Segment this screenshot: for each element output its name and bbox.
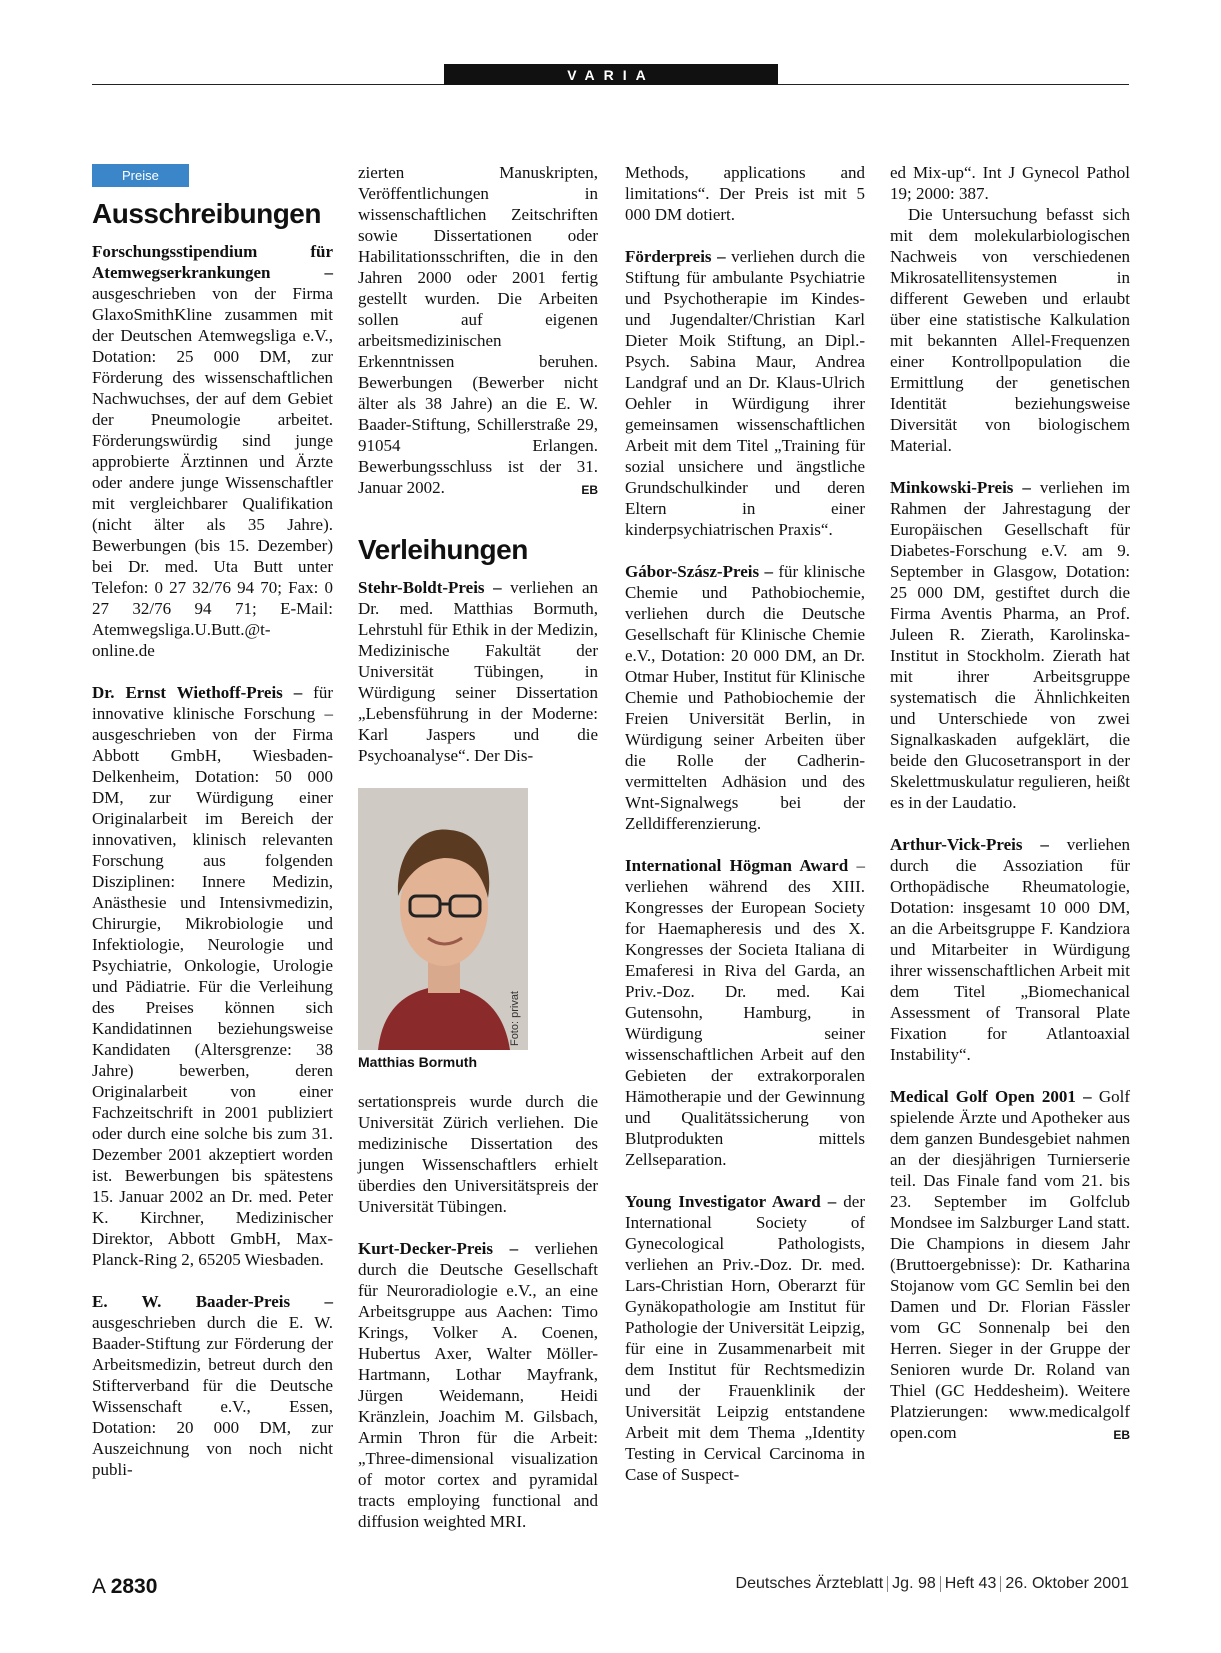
entry-text: zierten Manuskripten, Veröffentlichungen in wissenschaftlichen Zeitschriften sowie Dissertationen oder Habilitationsschriften, die in den Jahren 2000 oder 2001 fertig gestellt wurden. Die Arbeiten sollen auf eigenen arbeitsmedizinischen Erkenntnissen beruhen. Bewerbungen (Bewerber nicht älter als 38 Jahre) an die E. W. Baader-Stiftung, Schillerstraße 29, 91054 Erlangen. Bewerbungsschluss ist der 31. Januar 2002.: [358, 163, 598, 497]
page-number-value: 2830: [110, 1575, 158, 1598]
article-entry: [890, 834, 1130, 1065]
section-header: VARIA: [444, 64, 778, 85]
article-entry: [890, 1086, 1130, 1443]
section-heading-ausschreibungen: Ausschreibungen: [92, 198, 321, 229]
entry-text: – verliehen während des XIII. Kongresses der European Society for Haemapheresis und des X. Kongresses der Societa Italiana di Emaferesi in Riva del Garda, an Priv.-Doz. Dr. med. Kai Gutensohn, Hamburg, in Würdigung seiner wissenschaftlichen Arbeit auf den Gebieten der extrakorporalen Hämotherapie und der Gewinnung und Qualitätssicherung von Blutprodukten mittels Zellseparation.: [625, 856, 865, 1169]
entry-title: International Högman Award: [625, 856, 849, 875]
entry-text: für innovative klinische Forschung – ausgeschrieben von der Firma Abbott GmbH, Wiesbaden-Delkenheim, Dotation: 50 000 DM, zur Würdigung einer Originalarbeit im Bereich der innovativen, klinisch relevanten Forschung aus folgenden Disziplinen: Innere Medizin, Anästhesie und Intensivmedizin, Chirurgie, Mikrobiologie und Infektiologie, Neurologie und Psychiatrie, Onkologie, Urologie und Pädiatrie. Für die Verleihung des Preises können sich Kandidatinnen beziehungsweise Kandidaten (Altersgrenze: 38 Jahre) bewerben, deren Originalarbeit von einer Fachzeitschrift in 2001 publiziert oder durch eine solche bis zum 31. Dezember 2001 akzeptiert worden ist. Bewerbungen bis spätestens 15. Januar 2002 an Dr. med. Peter K. Kirchner, Medizinischer Direktor, Abbott GmbH, Max-Planck-Ring 2, 65205 Wiesbaden.: [92, 683, 334, 1269]
column-1: [92, 164, 333, 1501]
entry-text: verliehen durch die Stiftung für ambulante Psychiatrie und Psychotherapie im Kindes- und Jugendalter/Christian Karl Dieter Moik Stiftung, an Dipl.-Psych. Sabina Maur, Andrea Landgraf und an Dr. Klaus-Ulrich Oehler in Würdigung ihrer gemeinsamen wissenschaftlichen Arbeit mit dem Titel „Training für sozial unsichere und ängstliche Grundschulkinder und deren Eltern in einer kinderpsychiatrischen Praxis“.: [625, 247, 865, 539]
article-entry: [358, 577, 598, 766]
entry-text: Golf spielende Ärzte und Apotheker aus dem ganzen Bundesgebiet nahmen an der diesjährigen Turnierserie teil. Das Finale fand vom 21. bis 23. September im Golfclub Mondsee im Salzburger Land statt. Die Champions in diesem Jahr (Bruttoergebnisse): Dr. Katharina Stojanow vom GC Semlin bei den Damen und Dr. Florian Fässler vom GC Sonnenalp bei den Herren. Sieger in der Gruppe der Senioren wurde Dr. Roland van Thiel (GC Heddesheim). Weitere Platzierungen: www.medicalgolf open.com: [890, 1087, 1130, 1442]
entry-title: Forschungsstipendium für Atemwegserkrankungen –: [92, 242, 333, 282]
entry-title: Stehr-Boldt-Preis –: [358, 578, 502, 597]
entry-title: Young Investigator Award –: [625, 1192, 837, 1211]
article-entry: [358, 1238, 598, 1532]
article-entry: [625, 246, 865, 540]
page-prefix: A: [92, 1575, 105, 1598]
article-entry: [92, 682, 333, 1270]
author-initials: EB: [581, 483, 598, 497]
entry-text: der International Society of Gynecological Pathologists, verliehen an Priv.-Doz. Dr. med. Lars-Christian Horn, Oberarzt für Gynäkopathologie am Institut für Pathologie der Universität Leipzig, für eine in Zusammenarbeit mit dem Institut für Rechtsmedizin und der Frauenklinik der Universität Leipzig entstandene Arbeit mit dem Thema „Identity Testing in Cervical Carcinoma in Case of Suspect-: [625, 1192, 865, 1484]
article-entry: [625, 855, 865, 1170]
entry-text: ausgeschrieben durch die E. W. Baader-Stiftung zur Förderung der Arbeitsmedizin, betreut durch den Stifterverband für die Deutsche Wissenschaft e.V., Essen, Dotation: 20 000 DM, zur Auszeichnung von noch nicht publi-: [92, 1313, 333, 1479]
entry-text: ausgeschrieben von der Firma GlaxoSmithKline zusammen mit der Deutschen Atemwegsliga e.V., Dotation: 25 000 DM, zur Förderung des wissenschaftlichen Nachwuchses, der auf dem Gebiet der Pneumologie arbeitet. Förderungswürdig sind junge approbierte Ärztinnen und Ärzte oder andere junge Wissenschaftler mit vergleichbarer Qualifikation (nicht älter als 35 Jahre). Bewerbungen (bis 15. Dezember) bei Dr. med. Uta Butt unter Telefon: 0 27 32/76 94 70; Fax: 0 27 32/76 94 71; E-Mail: Atemwegsliga.U.Butt.@t-online.de: [92, 284, 333, 660]
author-initials: EB: [1113, 1428, 1130, 1442]
entry-text: für klinische Chemie und Pathobiochemie, verliehen durch die Deutsche Gesellschaft für Klinische Chemie e.V., Dotation: 20 000 DM, an Dr. Otmar Huber, Institut für Klinische Chemie und Pathobiochemie der Freien Universität Berlin, in Würdigung seiner Arbeiten über die Rolle der Cadherin-vermittelten Adhäsion und des Wnt-Signalwegs bei der Zelldifferenzierung.: [625, 562, 865, 833]
entry-text: Die Untersuchung befasst sich mit dem molekularbiologischen Nachweis von verschiedenen Mikrosatellitensystemen in different Geweben und erlaubt über eine statistische Kalkulation mit bekannten Allel-Frequenzen einer Kontrollpopulation die Ermittlung der genetischen Identität beziehungsweise Diversität von biologischem Material.: [890, 205, 1130, 455]
journal-issue: Heft 43: [944, 1575, 997, 1592]
photo-caption: Matthias Bormuth: [358, 1054, 477, 1070]
portrait-illustration: [358, 788, 528, 1050]
article-entry: [890, 162, 1130, 204]
entry-title: Förderpreis –: [625, 247, 726, 266]
article-entry: [625, 561, 865, 834]
article-entry: [92, 241, 333, 661]
column-3: [625, 162, 865, 1506]
article-entry: [625, 162, 865, 225]
separator: [887, 1576, 888, 1592]
journal-info: [736, 1575, 1129, 1593]
article-entry: [358, 1091, 598, 1217]
entry-title: Minkowski-Preis –: [890, 478, 1031, 497]
entry-title: Arthur-Vick-Preis –: [890, 835, 1049, 854]
entry-text: verliehen durch die Assoziation für Orthopädische Rheumatologie, Dotation: insgesamt 10 000 DM, an die Arbeitsgruppe F. Kandziora und Mitarbeiter in Würdigung ihrer wissenschaftlichen Arbeit mit dem Titel „Biomechanical Assessment of Transoral Plate Fixation for Atlantoaxial Instability“.: [890, 835, 1130, 1064]
article-entry: [92, 1291, 333, 1480]
entry-title: Medical Golf Open 2001 –: [890, 1087, 1092, 1106]
article-entry: [625, 1191, 865, 1485]
entry-text: verliehen an Dr. med. Matthias Bormuth, Lehrstuhl für Ethik in der Medizin, Medizinische Fakultät der Universität Tübingen, in Würdigung seiner Dissertation „Lebensführung in der Moderne: Karl Jaspers und die Psychoanalyse“. Der Dis-: [358, 578, 598, 765]
entry-text: verliehen durch die Deutsche Gesellschaft für Neuroradiologie e.V., an eine Arbeitsgruppe aus Aachen: Timo Krings, Volker A. Coenen, Hubertus Axer, Walter Möller-Hartmann, Lothar Mayfrank, Jürgen Weidemann, Heidi Kränzlein, Joachim M. Gilsbach, Armin Thron für die Arbeit: „Three-dimensional visualization of motor cortex and pyramidal tracts employing functional and diffusion weighted MRI.: [358, 1239, 598, 1531]
column-2: [358, 162, 598, 1553]
article-entry: [890, 204, 1130, 456]
portrait-photo: [358, 788, 528, 1050]
page-number: [92, 1575, 157, 1599]
category-tag: Preise: [92, 164, 189, 187]
entry-title: Gábor-Szász-Preis –: [625, 562, 773, 581]
entry-title: Kurt-Decker-Preis –: [358, 1239, 519, 1258]
column-4: [890, 162, 1130, 1464]
entry-text: ed Mix-up“. Int J Gynecol Pathol 19; 2000: 387.: [890, 163, 1130, 203]
journal-name: Deutsches Ärzteblatt: [735, 1575, 884, 1592]
entry-title: E. W. Baader-Preis –: [92, 1292, 333, 1311]
journal-volume: Jg. 98: [892, 1575, 936, 1592]
journal-date: 26. Oktober 2001: [1005, 1575, 1129, 1592]
photo-credit: Foto: privat: [509, 990, 521, 1046]
entry-text: verliehen im Rahmen der Jahrestagung der Europäischen Gesellschaft für Diabetes-Forschung e.V. am 9. September in Glasgow, Dotation: 25 000 DM, gestiftet durch die Firma Aventis Pharma, an Prof. Juleen R. Zierath, Karolinska-Institut in Stockholm. Zierath hat mit ihrer Arbeitsgruppe systematisch die Ähnlichkeiten und Unterschiede von zwei Signalkaskaden aufgeklärt, die beide den Glucosetransport in der Skelettmuskulatur regulieren, heißt es in der Laudatio.: [890, 478, 1130, 812]
separator: [940, 1576, 941, 1592]
article-entry: [890, 477, 1130, 813]
article-entry: [358, 162, 598, 498]
entry-text: sertationspreis wurde durch die Universität Zürich verliehen. Die medizinische Dissertation des jungen Wissenschaftlers erhielt überdies den Universitätspreis der Universität Tübingen.: [358, 1092, 598, 1216]
entry-title: Dr. Ernst Wiethoff-Preis –: [92, 683, 303, 702]
section-heading-verleihungen: Verleihungen: [358, 534, 528, 565]
entry-text: Methods, applications and limitations“. Der Preis ist mit 5 000 DM dotiert.: [625, 163, 865, 224]
separator: [1000, 1576, 1001, 1592]
